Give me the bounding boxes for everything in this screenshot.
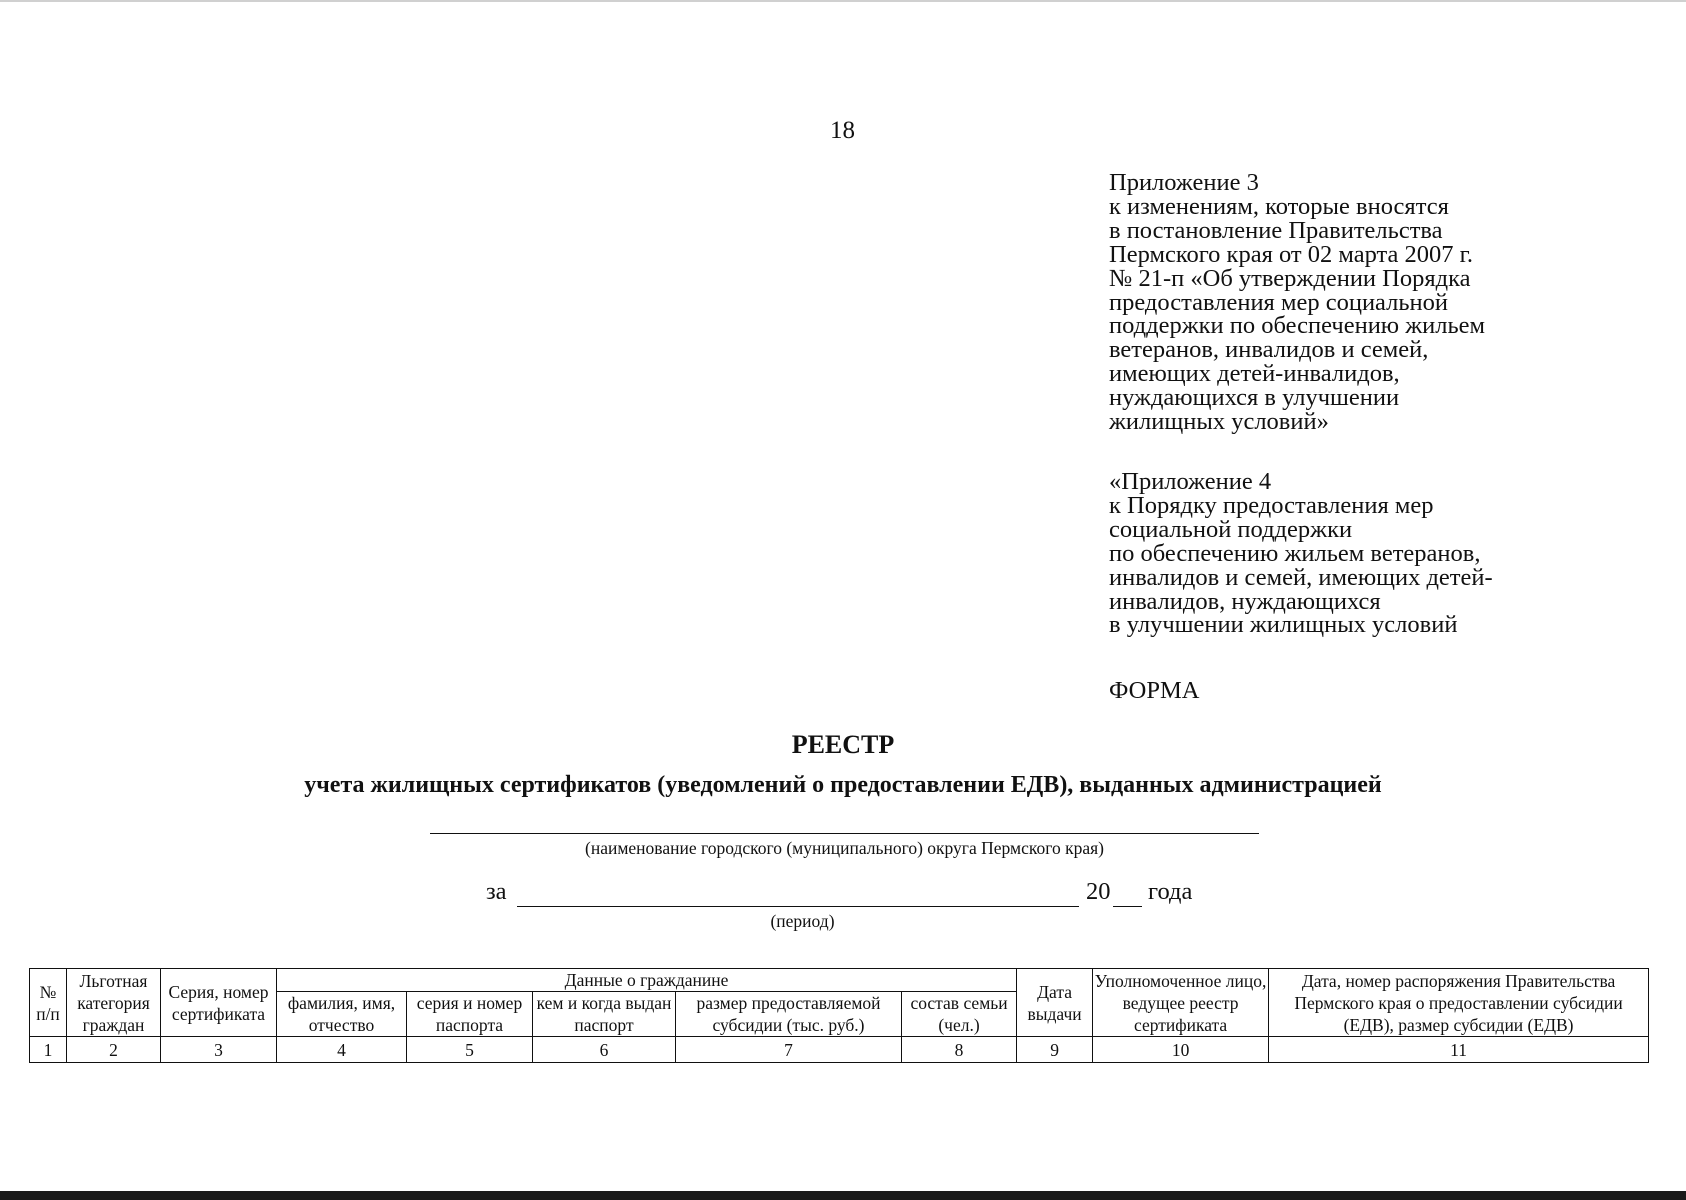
appendix-inner-line: по обеспечению жильем ветеранов, [1109, 539, 1481, 567]
appendix-header-line: в постановление Правительства [1109, 216, 1443, 244]
header-authorized-person: Уполномоченное лицо, ведущее реестр сертификата [1093, 969, 1269, 1037]
appendix-header-line: жилищных условий» [1109, 408, 1329, 436]
period-caption: (период) [770, 911, 835, 931]
header-certificate: Серия, номер сертификата [161, 969, 277, 1037]
column-number-cell: 9 [1017, 1037, 1093, 1063]
column-number-cell: 2 [67, 1037, 161, 1063]
top-edge-line [0, 0, 1686, 2]
header-full-name: фамилия, имя, отчество [277, 992, 407, 1037]
column-number-cell: 4 [277, 1037, 407, 1063]
column-number-cell: 3 [161, 1037, 277, 1063]
appendix-inner-line: инвалидов, нуждающихся [1109, 587, 1381, 615]
column-number-cell: 7 [676, 1037, 902, 1063]
column-number-cell: 6 [533, 1037, 676, 1063]
header-passport-issued-by: кем и когда выдан паспорт [533, 992, 676, 1037]
appendix-header-line: № 21-п «Об утверждении Порядка [1109, 264, 1471, 292]
appendix-inner-line: к Порядку предоставления мер [1109, 491, 1434, 519]
appendix-header-line: имеющих детей-инвалидов, [1109, 360, 1400, 388]
appendix-header-line: поддержки по обеспечению жильем [1109, 312, 1486, 340]
period-prefix: за [486, 878, 507, 905]
header-government-order: Дата, номер распоряжения Правительства Пермского края о предоставлении субсидии (ЕДВ), размер субсидии (ЕДВ) [1269, 969, 1649, 1037]
header-category: Льготная категория граждан [67, 969, 161, 1037]
organization-caption: (наименование городского (муниципального) округа Пермского края) [585, 838, 1104, 858]
document-subtitle: учета жилищных сертификатов (уведомлений о предоставлении ЕДВ), выданных администрацией [304, 772, 1382, 798]
header-subsidy-amount: размер предоставляемой субсидии (тыс. руб.) [676, 992, 902, 1037]
appendix-inner-line: в улучшении жилищных условий [1109, 611, 1458, 639]
appendix-inner-line: инвалидов и семей, имеющих детей- [1109, 563, 1493, 591]
appendix-header-line: предоставления мер социальной [1109, 288, 1449, 316]
column-number-cell: 1 [30, 1037, 67, 1063]
appendix-header-line: Пермского края от 02 марта 2007 г. [1109, 240, 1474, 268]
year-prefix: 20 [1086, 878, 1111, 905]
appendix-inner-line: «Приложение 4 [1109, 468, 1272, 495]
year-fill-line [1113, 906, 1142, 907]
table-row [30, 1037, 1649, 1063]
column-number-cell: 5 [407, 1037, 533, 1063]
document-title: РЕЕСТР [791, 730, 895, 759]
header-passport: серия и номер паспорта [407, 992, 533, 1037]
column-number-cell: 8 [902, 1037, 1017, 1063]
appendix-inner-line: социальной поддержки [1109, 515, 1353, 543]
registry-table [29, 968, 1649, 1063]
bottom-edge-line [0, 1191, 1686, 1200]
appendix-inner [1109, 470, 1493, 637]
column-number-cell: 11 [1269, 1037, 1649, 1063]
header-family-size: состав семьи (чел.) [902, 992, 1017, 1037]
column-number-cell: 10 [1093, 1037, 1269, 1063]
header-issue-date: Дата выдачи [1017, 969, 1093, 1037]
header-citizen-data-group: Данные о гражданине [277, 969, 1017, 992]
page-number: 18 [830, 117, 855, 144]
appendix-header-line: к изменениям, которые вносятся [1109, 192, 1449, 220]
organization-fill-line [430, 833, 1259, 834]
table-header-row [30, 969, 1649, 992]
appendix-header-line: нуждающихся в улучшении [1109, 384, 1400, 412]
form-label: ФОРМА [1109, 677, 1200, 704]
appendix-header-line: ветеранов, инвалидов и семей, [1109, 336, 1429, 364]
header-num: № п/п [30, 969, 67, 1037]
appendix-header-line: Приложение 3 [1109, 169, 1259, 196]
appendix-header [1109, 171, 1485, 434]
year-suffix: года [1148, 878, 1193, 905]
period-fill-line [517, 906, 1079, 907]
